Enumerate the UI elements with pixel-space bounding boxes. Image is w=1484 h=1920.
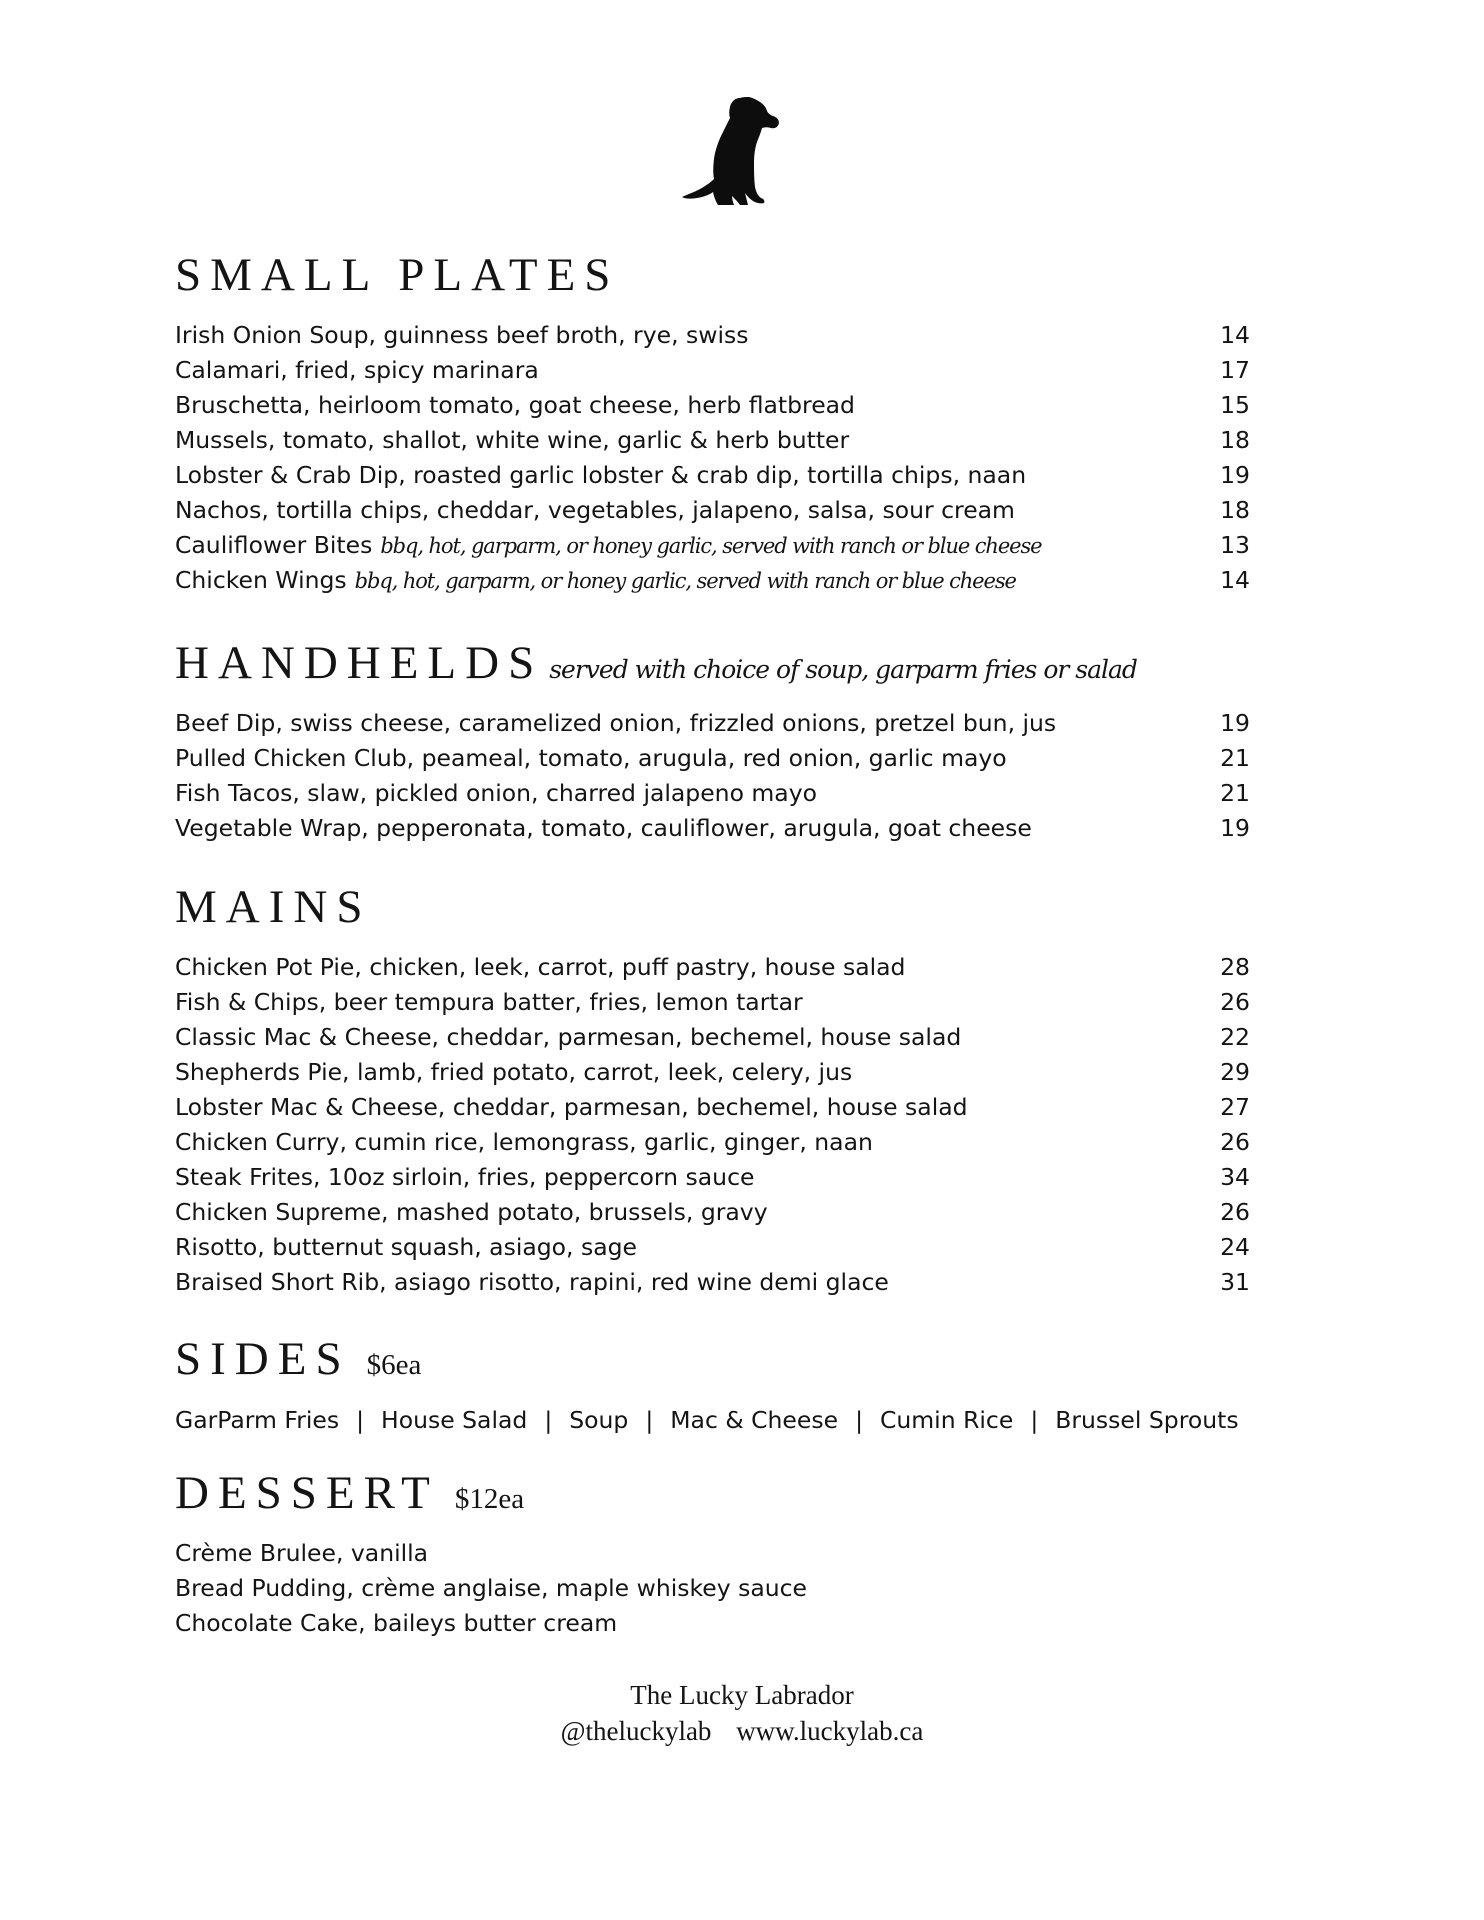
- item-price: 14: [1220, 321, 1250, 349]
- sides-heading: SIDES: [175, 1333, 351, 1385]
- item-price: 26: [1220, 1128, 1250, 1156]
- item-options-note: bbq, hot, garparm, or honey garlic, served with ranch or blue cheese: [354, 569, 1016, 593]
- dog-silhouette-shape: [682, 97, 779, 205]
- sides-header: [175, 1333, 1315, 1402]
- item-description: Chicken Pot Pie, chicken, leek, carrot, puff pastry, house salad: [175, 953, 906, 981]
- dessert-heading: DESSERT: [175, 1467, 439, 1519]
- menu-item: [175, 493, 1250, 528]
- menu-item: [175, 741, 1250, 776]
- menu-item: [175, 1055, 1250, 1090]
- item-description: Fish Tacos, slaw, pickled onion, charred jalapeno mayo: [175, 779, 817, 807]
- item-description: [175, 493, 1015, 528]
- item-description: Steak Frites, 10oz sirloin, fries, peppercorn sauce: [175, 1163, 755, 1191]
- item-description: Beef Dip, swiss cheese, caramelized onion, frizzled onions, pretzel bun, jus: [175, 709, 1057, 737]
- menu-item: [175, 950, 1250, 985]
- menu-item: [175, 423, 1250, 458]
- menu-item: [175, 1265, 1250, 1300]
- item-price: 34: [1220, 1163, 1250, 1191]
- item-description: Vegetable Wrap, pepperonata, tomato, cauliflower, arugula, goat cheese: [175, 814, 1032, 842]
- item-description: Classic Mac & Cheese, cheddar, parmesan, bechemel, house salad: [175, 1023, 962, 1051]
- sides-list: [175, 1402, 1315, 1438]
- side-item: Brussel Sprouts: [1055, 1406, 1239, 1434]
- small-plates-heading: SMALL PLATES: [175, 249, 620, 301]
- item-price: 19: [1220, 709, 1250, 737]
- menu-item: [175, 458, 1250, 493]
- item-description: Braised Short Rib, asiago risotto, rapini, red wine demi glace: [175, 1268, 889, 1296]
- mains-heading: MAINS: [175, 881, 372, 933]
- item-description: Fish & Chips, beer tempura batter, fries, lemon tartar: [175, 988, 803, 1016]
- menu-item: [175, 388, 1250, 423]
- item-price: 21: [1220, 779, 1250, 807]
- item-description: Chocolate Cake, baileys butter cream: [175, 1609, 618, 1637]
- small-plates-section: [175, 249, 1315, 598]
- side-item: Mac & Cheese: [670, 1406, 839, 1434]
- handhelds-header: [175, 637, 1315, 706]
- small-plates-header: [175, 249, 1315, 318]
- menu-item: [175, 528, 1250, 563]
- dessert-list: [175, 1536, 1315, 1641]
- sides-section: [175, 1333, 1315, 1438]
- item-description: Risotto, butternut squash, asiago, sage: [175, 1233, 638, 1261]
- dog-silhouette-svg: [682, 95, 782, 208]
- item-price: 28: [1220, 953, 1250, 981]
- sides-price: $6ea: [366, 1349, 422, 1381]
- dessert-section: [175, 1467, 1315, 1641]
- handhelds-note: served with choice of soup, garparm fries or salad: [549, 655, 1137, 684]
- item-name: Calamari, fried, spicy marinara: [175, 356, 539, 384]
- item-description: [175, 318, 749, 353]
- item-price: 26: [1220, 1198, 1250, 1226]
- small-plates-list: [175, 318, 1315, 598]
- item-price: 29: [1220, 1058, 1250, 1086]
- menu-item: [175, 1160, 1250, 1195]
- menu-item: [175, 706, 1250, 741]
- item-price: 15: [1220, 391, 1250, 419]
- item-price: 19: [1220, 814, 1250, 842]
- menu-footer: [0, 1677, 1484, 1749]
- menu-item: [175, 1571, 1250, 1606]
- item-description: Chicken Curry, cumin rice, lemongrass, garlic, ginger, naan: [175, 1128, 873, 1156]
- mains-section: [175, 881, 1315, 1300]
- side-separator: |: [544, 1406, 553, 1434]
- menu-item: [175, 1606, 1250, 1641]
- item-price: 19: [1220, 461, 1250, 489]
- item-price: 24: [1220, 1233, 1250, 1261]
- menu-item: [175, 1125, 1250, 1160]
- item-price: 17: [1220, 356, 1250, 384]
- item-description: Lobster Mac & Cheese, cheddar, parmesan, bechemel, house salad: [175, 1093, 968, 1121]
- item-name: Nachos, tortilla chips, cheddar, vegetables, jalapeno, salsa, sour cream: [175, 496, 1015, 524]
- handhelds-list: [175, 706, 1315, 846]
- item-price: 18: [1220, 496, 1250, 524]
- dessert-header: [175, 1467, 1315, 1536]
- side-item: House Salad: [381, 1406, 528, 1434]
- side-separator: |: [356, 1406, 365, 1434]
- side-item: GarParm Fries: [175, 1406, 340, 1434]
- menu-item: [175, 1536, 1250, 1571]
- item-price: 31: [1220, 1268, 1250, 1296]
- item-description: Bread Pudding, crème anglaise, maple whiskey sauce: [175, 1574, 808, 1602]
- item-price: 18: [1220, 426, 1250, 454]
- menu-item: [175, 1230, 1250, 1265]
- restaurant-name: The Lucky Labrador: [630, 1680, 854, 1710]
- item-description: Pulled Chicken Club, peameal, tomato, arugula, red onion, garlic mayo: [175, 744, 1007, 772]
- side-separator: |: [855, 1406, 863, 1434]
- item-description: [175, 423, 849, 458]
- item-price: 22: [1220, 1023, 1250, 1051]
- mains-header: [175, 881, 1315, 950]
- handhelds-heading: HANDHELDS: [175, 637, 544, 689]
- menu-item: [175, 1090, 1250, 1125]
- item-description: [175, 388, 855, 423]
- menu-item: [175, 563, 1250, 598]
- website-link: www.luckylab.ca: [736, 1716, 924, 1746]
- item-description: Shepherds Pie, lamb, fried potato, carrot, leek, celery, jus: [175, 1058, 853, 1086]
- item-description: [175, 528, 1042, 564]
- menu-item: [175, 985, 1250, 1020]
- side-item: Soup: [569, 1406, 629, 1434]
- item-description: Crème Brulee, vanilla: [175, 1539, 429, 1567]
- side-item: Cumin Rice: [879, 1406, 1014, 1434]
- handhelds-section: [175, 637, 1315, 846]
- item-name: Chicken Wings: [175, 566, 347, 594]
- menu-item: [175, 353, 1250, 388]
- item-price: 21: [1220, 744, 1250, 772]
- item-price: 13: [1220, 531, 1250, 559]
- item-name: Irish Onion Soup, guinness beef broth, rye, swiss: [175, 321, 749, 349]
- item-price: 14: [1220, 566, 1250, 594]
- dessert-price: $12ea: [454, 1483, 525, 1515]
- social-handle: @theluckylab: [560, 1716, 712, 1746]
- item-options-note: bbq, hot, garparm, or honey garlic, served with ranch or blue cheese: [380, 534, 1042, 558]
- side-separator: |: [1030, 1406, 1039, 1434]
- menu-item: [175, 776, 1250, 811]
- labrador-dog-icon: [682, 95, 782, 208]
- item-description: Chicken Supreme, mashed potato, brussels, gravy: [175, 1198, 768, 1226]
- menu-item: [175, 1195, 1250, 1230]
- item-name: Lobster & Crab Dip, roasted garlic lobster & crab dip, tortilla chips, naan: [175, 461, 1027, 489]
- menu-item: [175, 318, 1250, 353]
- item-price: 26: [1220, 988, 1250, 1016]
- item-description: [175, 353, 539, 388]
- item-name: Bruschetta, heirloom tomato, goat cheese, herb flatbread: [175, 391, 855, 419]
- menu-item: [175, 811, 1250, 846]
- item-name: Mussels, tomato, shallot, white wine, garlic & herb butter: [175, 426, 850, 454]
- item-name: Cauliflower Bites: [175, 531, 373, 559]
- item-description: [175, 563, 1016, 599]
- menu-item: [175, 1020, 1250, 1055]
- footer-links: [0, 1713, 1484, 1749]
- item-description: [175, 458, 1026, 493]
- item-price: 27: [1220, 1093, 1250, 1121]
- mains-list: [175, 950, 1315, 1300]
- menu-content: [175, 249, 1315, 1641]
- side-separator: |: [645, 1406, 654, 1434]
